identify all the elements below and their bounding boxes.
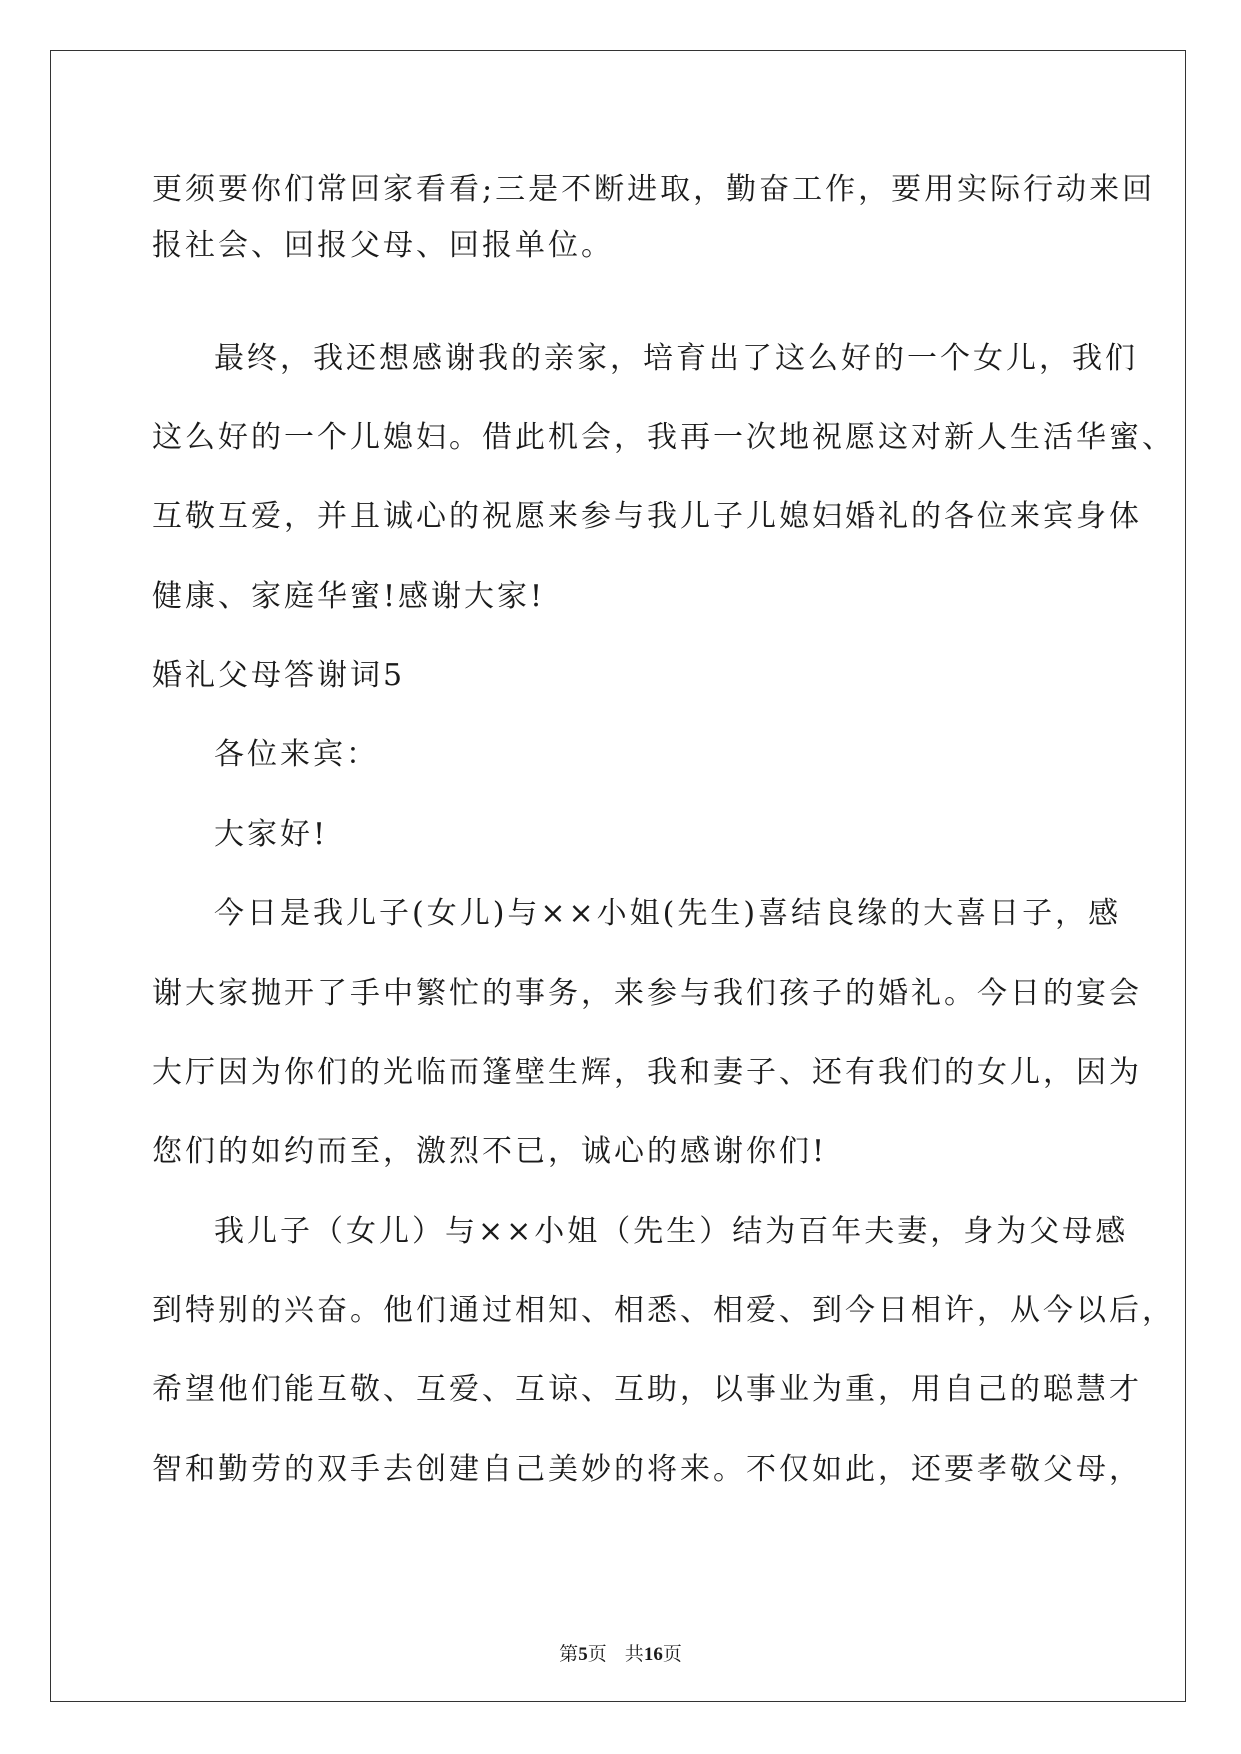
paragraph-start-line: 今日是我儿子(女儿)与××小姐(先生)喜结良缘的大喜日子，感 xyxy=(214,896,1122,931)
body-line: 到特别的兴奋。他们通过相知、相悉、相爱、到今日相许，从今以后， xyxy=(152,1293,1175,1328)
section-heading: 婚礼父母答谢词5 xyxy=(152,658,406,693)
body-line: 大厅因为你们的光临而篷壁生辉，我和妻子、还有我们的女儿，因为 xyxy=(152,1055,1142,1090)
footer-mid: 页 共 xyxy=(587,1643,644,1665)
current-page-number: 5 xyxy=(578,1644,588,1665)
body-line: 您们的如约而至，激烈不已，诚心的感谢你们! xyxy=(152,1134,828,1169)
paragraph-start-line: 最终，我还想感谢我的亲家，培育出了这么好的一个女儿，我们 xyxy=(214,341,1138,376)
total-page-count: 16 xyxy=(643,1644,663,1665)
body-line: 智和勤劳的双手去创建自己美妙的将来。不仅如此，还要孝敬父母， xyxy=(152,1452,1142,1487)
greeting-line: 大家好! xyxy=(214,817,329,852)
footer-prefix: 第 xyxy=(559,1643,579,1665)
body-line: 希望他们能互敬、互爱、互谅、互助，以事业为重，用自己的聪慧才 xyxy=(152,1372,1142,1407)
salutation-line: 各位来宾： xyxy=(214,737,379,772)
footer-suffix: 页 xyxy=(662,1643,682,1665)
body-line: 更须要你们常回家看看;三是不断进取，勤奋工作，要用实际行动来回 xyxy=(152,172,1156,207)
page-footer xyxy=(0,1642,1241,1667)
body-line: 互敬互爱，并且诚心的祝愿来参与我儿子儿媳妇婚礼的各位来宾身体 xyxy=(152,499,1142,534)
paragraph-start-line: 我儿子（女儿）与××小姐（先生）结为百年夫妻，身为父母感 xyxy=(214,1214,1129,1249)
body-line: 健康、家庭华蜜!感谢大家! xyxy=(152,579,546,614)
body-line: 这么好的一个儿媳妇。借此机会，我再一次地祝愿这对新人生活华蜜、 xyxy=(152,420,1175,455)
body-line: 谢大家抛开了手中繁忙的事务，来参与我们孩子的婚礼。今日的宴会 xyxy=(152,976,1142,1011)
body-line: 报社会、回报父母、回报单位。 xyxy=(152,228,614,263)
